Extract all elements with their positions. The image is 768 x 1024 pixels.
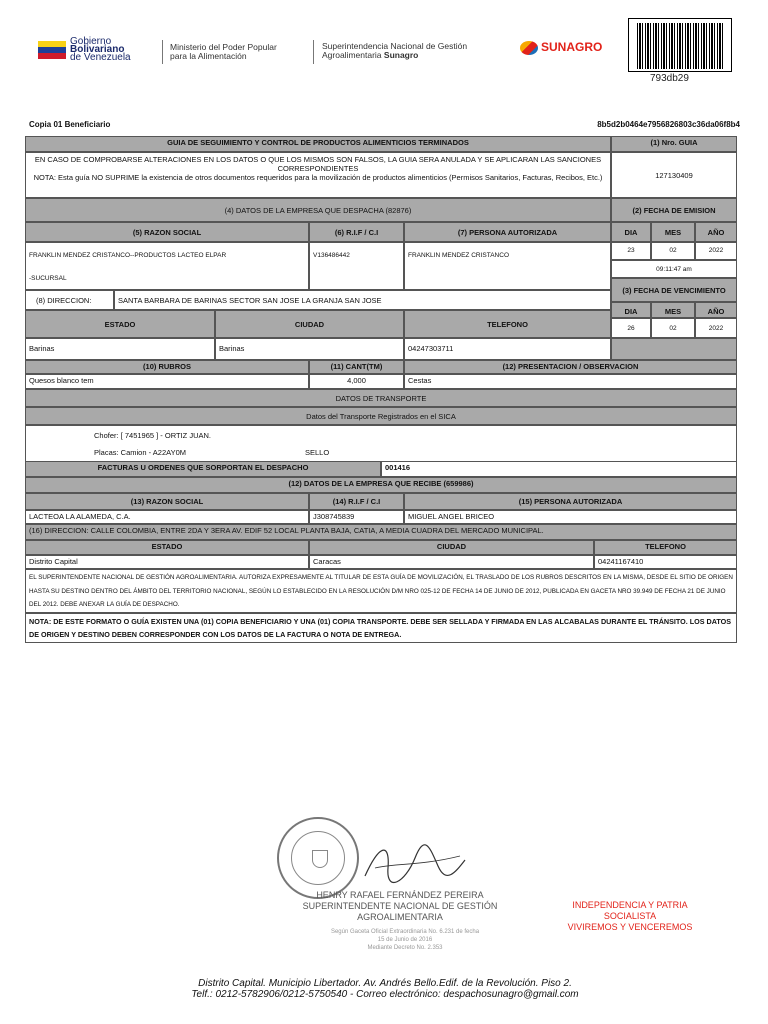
persona-autorizada-header: (7) PERSONA AUTORIZADA [404, 222, 611, 242]
vencimiento-ano: 2022 [695, 318, 737, 338]
sunagro-logo-icon [520, 41, 538, 55]
barcode [628, 18, 732, 72]
guia-number: 127130409 [611, 152, 737, 198]
firma-cargo-2: AGROALIMENTARIA [357, 912, 443, 922]
signature-icon [360, 838, 470, 888]
recibe-title: (12) DATOS DE LA EMPRESA QUE RECIBE (659986) [25, 477, 737, 493]
gobierno-logo [38, 38, 162, 64]
recibe-rif-value: J308745839 [309, 510, 404, 524]
autorizacion-text: EL SUPERINTENDENTE NACIONAL DE GESTIÓN AGROALIMENTARIA. AUTORIZA EXPRESAMENTE AL TITULAR DE ESTA GUÍA DE MOVILIZACIÓN, EL TRASLADO DE LOS RUBROS DESCRITOS EN LA MISMA, DESDE EL SITIO DE ORIGEN HASTA SU DESTINO DENTRO DEL ÁMBITO DEL TERRITORIO NACIONAL, SEGÚN LO ESTABLECIDO EN LA RESOLUCIÓN D/M NRO 025-12 DE FECHA 14 DE JUNIO DE 2012, PUBLICADA EN GACETA NRO 39.949 DE FECHA 21 DE JUNIO DEL 2012. DEBE ANEXAR LA GUÍA DE DESPACHO. [25, 569, 737, 613]
recibe-telefono-value: 04241167410 [594, 555, 737, 569]
notice-nota: NOTA: Esta guía NO SUPRIME la existencia de otros documentos requeridos para la movilización de productos alimenticios (Permisos Sanitarios, Facturas, Recibos, Etc.) [33, 173, 603, 182]
superintendencia-text: Superintendencia Nacional de Gestión Agroalimentaria Sunagro [322, 41, 468, 60]
presentacion-header: (12) PRESENTACION / OBSERVACION [404, 360, 737, 374]
nota-final: NOTA: DE ESTE FORMATO O GUÍA EXISTEN UNA (01) COPIA BENEFICIARIO Y UNA (01) COPIA TRANSPORTE. DEBE SER SELLADA Y FIRMADA EN LAS ALCABALAS DURANTE EL TRÁNSITO. LOS DATOS DE ORIGEN Y DESTINO DEBEN CORRESPONDER CON LOS DATOS DE LA FACTURA O NOTA DE ENTREGA. [25, 613, 737, 643]
chofer-text: Chofer: [ 7451965 ] - ORTIZ JUAN. [94, 431, 211, 440]
presentacion-value: Cestas [404, 374, 737, 389]
direccion-label: (8) DIRECCION: [25, 290, 114, 310]
barcode-icon [637, 23, 725, 69]
ministerio-text: Ministerio del Poder Popular para la Alimentación [170, 42, 277, 61]
vencimiento-label: (3) FECHA DE VENCIMIENTO [611, 278, 737, 302]
recibe-razon-header: (13) RAZON SOCIAL [25, 493, 309, 510]
gaceta-text: Según Gaceta Oficial Extraordinaria No. 6.231 de fecha 15 de Junio de 2016 Mediante Decreto No. 2.353 [330, 929, 480, 951]
estado-header: ESTADO [25, 310, 215, 338]
rubros-header: (10) RUBROS [25, 360, 309, 374]
recibe-estado-value: Distrito Capital [25, 555, 309, 569]
facturas-label: FACTURAS U ORDENES QUE SORPORTAN EL DESPACHO [25, 461, 381, 477]
copia-label: Copia 01 Beneficiario [29, 120, 111, 129]
placas-text: Placas: Camion - A22AY0M [94, 448, 186, 457]
rif-header: (6) R.I.F / C.I [309, 222, 404, 242]
recibe-persona-header: (15) PERSONA AUTORIZADA [404, 493, 737, 510]
vencimiento-ano-header: AÑO [695, 302, 737, 318]
header-divider [162, 40, 163, 64]
firma-block [300, 890, 500, 923]
recibe-rif-header: (14) R.I.F / C.I [309, 493, 404, 510]
recibe-razon-value: LACTEOA LA ALAMEDA, C.A. [25, 510, 309, 524]
emision-ano-header: AÑO [695, 222, 737, 242]
recibe-persona-value: MIGUEL ANGEL BRICEO [404, 510, 737, 524]
recibe-ciudad-header: CIUDAD [309, 540, 594, 555]
header-divider [313, 40, 314, 64]
recibe-estado-header: ESTADO [25, 540, 309, 555]
footer-address: Distrito Capital. Municipio Libertador. Av. Andrés Bello.Edif. de la Revolución. Piso 2. Telf.: 0212-5782906/0212-5750540 - Correo electrónico: despachosunagro@gmail.com [191, 978, 579, 1000]
emision-dia-header: DIA [611, 222, 651, 242]
firma-cargo: SUPERINTENDENTE NACIONAL DE GESTIÓN [302, 901, 498, 911]
gob-line-3: de Venezuela [70, 52, 131, 63]
ciudad-value: Barinas [215, 338, 404, 360]
gob-line-1: Gobierno [70, 36, 112, 47]
notice-alteraciones: EN CASO DE COMPROBARSE ALTERACIONES EN LOS DATOS O QUE LOS MISMOS SON FALSOS, LA GUIA SERA ANULADA Y SE APLICARAN LAS SANCIONES CORRESPONDIENTES [34, 155, 602, 173]
rubro-value: Quesos blanco tem [25, 374, 309, 389]
ciudad-header: CIUDAD [215, 310, 404, 338]
emision-hora: 09:11:47 am [611, 260, 737, 278]
transporte-subtitle: Datos del Transporte Registrados en el SICA [25, 407, 737, 425]
vencimiento-dia-header: DIA [611, 302, 651, 318]
emision-mes-header: MES [651, 222, 695, 242]
emision-mes: 02 [651, 242, 695, 260]
form-title: GUIA DE SEGUIMIENTO Y CONTROL DE PRODUCTOS ALIMENTICIOS TERMINADOS [25, 136, 611, 152]
persona-autorizada-value: FRANKLIN MENDEZ CRISTANCO [404, 242, 611, 290]
sello-text: SELLO [305, 448, 330, 457]
emision-label: (2) FECHA DE EMISION [611, 198, 737, 222]
emision-dia: 23 [611, 242, 651, 260]
gob-line-2: Bolivariano [70, 44, 125, 55]
guia-label: (1) Nro. GUIA [611, 136, 737, 152]
emision-ano: 2022 [695, 242, 737, 260]
telefono-header: TELEFONO [404, 310, 611, 338]
estado-value: Barinas [25, 338, 215, 360]
facturas-value: 001416 [381, 461, 737, 477]
vencimiento-mes: 02 [651, 318, 695, 338]
firma-nombre: HENRY RAFAEL FERNÁNDEZ PEREIRA [316, 890, 484, 900]
sunagro-logo: SUNAGRO [520, 40, 602, 55]
recibe-direccion: (16) DIRECCION: CALLE COLOMBIA, ENTRE 2DA Y 3ERA AV. EDIF 52 LOCAL PLANTA BAJA, CATIA, A MEDIA CUADRA DEL MERCADO MUNICIPAL. [25, 524, 737, 540]
venezuela-flag-icon [38, 41, 66, 59]
razon-social-value: FRANKLIN MENDEZ CRISTANCO--PRODUCTOS LACTEO ELPAR -SUCURSAL [25, 242, 309, 290]
recibe-telefono-header: TELEFONO [594, 540, 737, 555]
barcode-text: 793db29 [650, 73, 689, 84]
telefono-value: 04247303711 [404, 338, 611, 360]
vencimiento-mes-header: MES [651, 302, 695, 318]
lema-text: INDEPENDENCIA Y PATRIA SOCIALISTA VIVIREMOS Y VENCEREMOS [567, 900, 693, 932]
document-hash: 8b5d2b0464e7956826803c36da06f8b4 [597, 120, 740, 129]
official-seal-icon [277, 817, 359, 899]
cantidad-value: 4,000 [309, 374, 404, 389]
despacha-title: (4) DATOS DE LA EMPRESA QUE DESPACHA (82876) [25, 198, 611, 222]
recibe-ciudad-value: Caracas [309, 555, 594, 569]
razon-social-header: (5) RAZON SOCIAL [25, 222, 309, 242]
direccion-value: SANTA BARBARA DE BARINAS SECTOR SAN JOSE LA GRANJA SAN JOSE [114, 290, 611, 310]
rif-value: V136486442 [309, 242, 404, 290]
cantidad-header: (11) CANT(TM) [309, 360, 404, 374]
transporte-title: DATOS DE TRANSPORTE [25, 389, 737, 407]
notice-box [25, 152, 611, 198]
vencimiento-dia: 26 [611, 318, 651, 338]
blank-gray-cell [611, 338, 737, 360]
